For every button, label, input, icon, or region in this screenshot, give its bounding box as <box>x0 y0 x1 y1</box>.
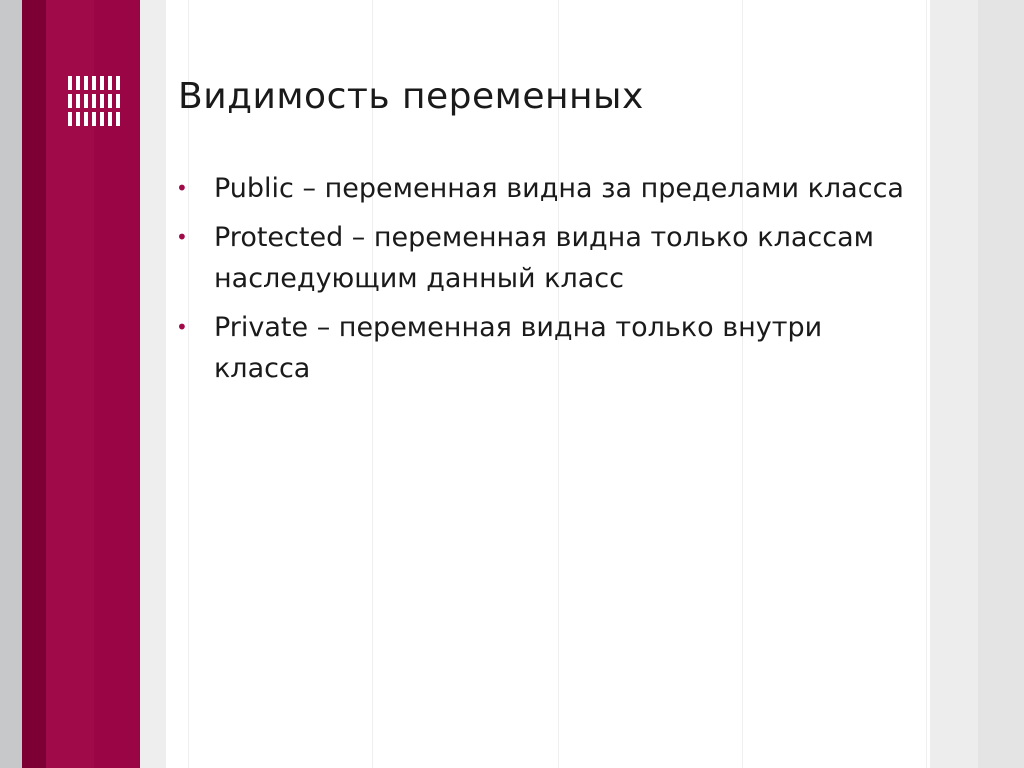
left-dark-stripe <box>22 0 46 768</box>
bullet-dot-icon: • <box>176 176 188 200</box>
light-stripe <box>140 0 166 768</box>
grid-logo-icon <box>68 76 120 126</box>
bullet-item-private <box>176 307 916 389</box>
right-gray-stripe <box>930 0 978 768</box>
bullet-text: Private – переменная видна только внутри класса <box>214 312 823 384</box>
right-gray-stripe-2 <box>978 0 1024 768</box>
left-gray-stripe <box>0 0 22 768</box>
bullet-dot-icon: • <box>176 315 188 339</box>
slide-title: Видимость переменных <box>178 76 644 117</box>
faint-line <box>926 0 927 768</box>
bullet-item-public <box>176 168 916 209</box>
bullet-dot-icon: • <box>176 225 188 249</box>
bullet-list <box>176 168 916 397</box>
bullet-text: Protected – переменная видна только классам наследующим данный класс <box>214 222 874 294</box>
bullet-text: Public – переменная видна за пределами класса <box>214 173 904 204</box>
bullet-item-protected <box>176 217 916 299</box>
